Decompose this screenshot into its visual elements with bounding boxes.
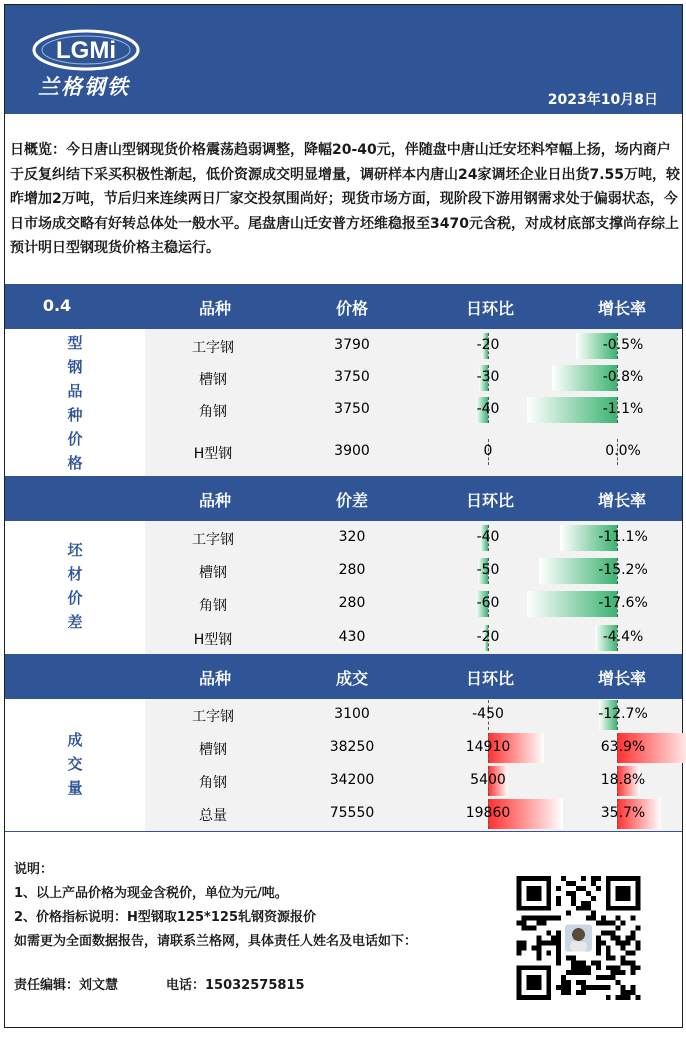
qr-code [515, 876, 642, 1000]
note-contact: 如需更为全面数据报告，请联系兰格网，具体责任人姓名及电话如下： [14, 934, 418, 949]
editor-phone: 电话：15032575815 [166, 978, 305, 993]
row-change: 0 [483, 442, 493, 459]
row-value: 75550 [329, 805, 375, 821]
row-rate: -12.7% [598, 706, 648, 722]
col-header-growth-rate: 增长率 [597, 669, 647, 688]
corner-value: 0.4 [42, 296, 72, 315]
col-header-growth-rate: 增长率 [597, 491, 647, 510]
row-rate: 18.8% [600, 771, 646, 788]
row-name: 工字钢 [192, 339, 234, 356]
col-header-daily-change: 日环比 [465, 491, 515, 510]
report-date: 2023年10月8日 [547, 92, 658, 108]
table-row [145, 554, 682, 587]
row-rate: 35.7% [600, 805, 646, 821]
table-row [145, 797, 682, 831]
svg-text:LGMi: LGMi [56, 37, 116, 64]
row-rate: -17.6% [598, 595, 648, 611]
lgmi-logo [31, 27, 141, 73]
row-name: 角钢 [199, 774, 227, 791]
row-name: 工字钢 [192, 709, 234, 725]
table-row [145, 427, 682, 476]
table-row [145, 521, 682, 554]
row-value: 3750 [334, 401, 370, 417]
col-header-growth-rate: 增长率 [597, 299, 647, 318]
notes-title: 说明： [14, 862, 54, 877]
table-row [145, 699, 682, 731]
row-name: 角钢 [199, 404, 227, 420]
row-value: 320 [338, 528, 366, 545]
col-header-volume: 成交 [335, 669, 369, 688]
row-name: H型钢 [193, 631, 233, 648]
row-change: 14910 [465, 738, 511, 755]
table-row [145, 621, 682, 654]
daily-summary: 日概览：今日唐山型钢现货价格震荡趋弱调整，降幅20-40元，伴随盘中唐山迁安坯料窄幅上扬，场内商户于反复纠结下采买积极性渐起，低价资源成交明显增量，调研样本内唐山24家调坯企业日出货7.55万吨，较昨增加2万吨，节后归来连续两日厂家交投氛围尚好；现货市场方面，现阶段下游用钢需求处于偏弱状态，今日市场成交略有好转总体处一般水平。尾盘唐山迁安普方坯维稳报至3470元含税，对成材底部支撑尚存综上预计明日型钢现货价格主稳运行。 [10, 142, 681, 256]
row-value: 3790 [334, 336, 370, 353]
row-rate: -15.2% [598, 561, 648, 578]
price-table-header [5, 284, 682, 329]
row-change: -30 [476, 368, 500, 385]
row-change: -40 [476, 528, 500, 545]
side-label-steel-price: 型 钢 品 种 价 格 [5, 329, 145, 476]
row-rate: -1.1% [602, 401, 644, 417]
row-name: 槽钢 [199, 371, 227, 388]
section-divider [5, 831, 682, 832]
col-header-variety: 品种 [198, 669, 232, 688]
row-rate: 0.0% [605, 442, 641, 459]
row-change: 5400 [470, 771, 506, 788]
editor-name: 责任编辑：刘文慧 [14, 978, 119, 993]
col-header-price: 价格 [335, 299, 369, 318]
row-change: -50 [476, 561, 500, 578]
row-value: 34200 [329, 771, 375, 788]
row-rate: -0.8% [602, 368, 644, 385]
spread-table-header [5, 476, 682, 521]
col-header-variety: 品种 [198, 491, 232, 510]
col-header-daily-change: 日环比 [465, 299, 515, 318]
table-row [145, 393, 682, 427]
row-value: 280 [338, 595, 366, 611]
row-rate: -4.4% [602, 628, 644, 645]
row-value: 3100 [334, 706, 370, 722]
row-value: 3750 [334, 368, 370, 385]
table-row [145, 329, 682, 362]
table-row [145, 764, 682, 797]
report-header [5, 5, 682, 114]
row-value: 3900 [334, 442, 370, 459]
row-name: 角钢 [199, 598, 227, 614]
table-row [145, 731, 682, 764]
note-unit: 1、以上产品价格为现金含税价，单位为元/吨。 [14, 886, 288, 901]
company-name: 兰格钢铁 [38, 74, 130, 99]
row-value: 38250 [329, 738, 375, 755]
side-label-billet-spread: 坯 材 价 差 [5, 521, 145, 654]
note-index: 2、价格指标说明：H型钢取125*125轧钢资源报价 [14, 910, 316, 925]
side-label-volume: 成 交 量 [5, 699, 145, 831]
row-rate: 63.9% [600, 738, 646, 755]
col-header-daily-change: 日环比 [465, 669, 515, 688]
row-name: 总量 [199, 808, 227, 824]
row-name: 槽钢 [199, 564, 227, 581]
row-value: 430 [338, 628, 366, 645]
table-row [145, 587, 682, 621]
col-header-spread: 价差 [335, 491, 369, 510]
row-change: -60 [476, 595, 500, 611]
row-rate: -11.1% [598, 528, 648, 545]
col-header-variety: 品种 [198, 299, 232, 318]
row-name: H型钢 [193, 445, 233, 462]
table-row [145, 361, 682, 394]
row-value: 280 [338, 561, 366, 578]
row-change: -450 [472, 706, 504, 722]
row-change: -20 [476, 336, 500, 353]
volume-table-header [5, 654, 682, 699]
row-change: -40 [476, 401, 500, 417]
row-rate: -0.5% [602, 336, 644, 353]
row-name: 槽钢 [199, 741, 227, 758]
row-change: 19860 [465, 805, 511, 821]
row-name: 工字钢 [192, 531, 234, 548]
row-change: -20 [476, 628, 500, 645]
